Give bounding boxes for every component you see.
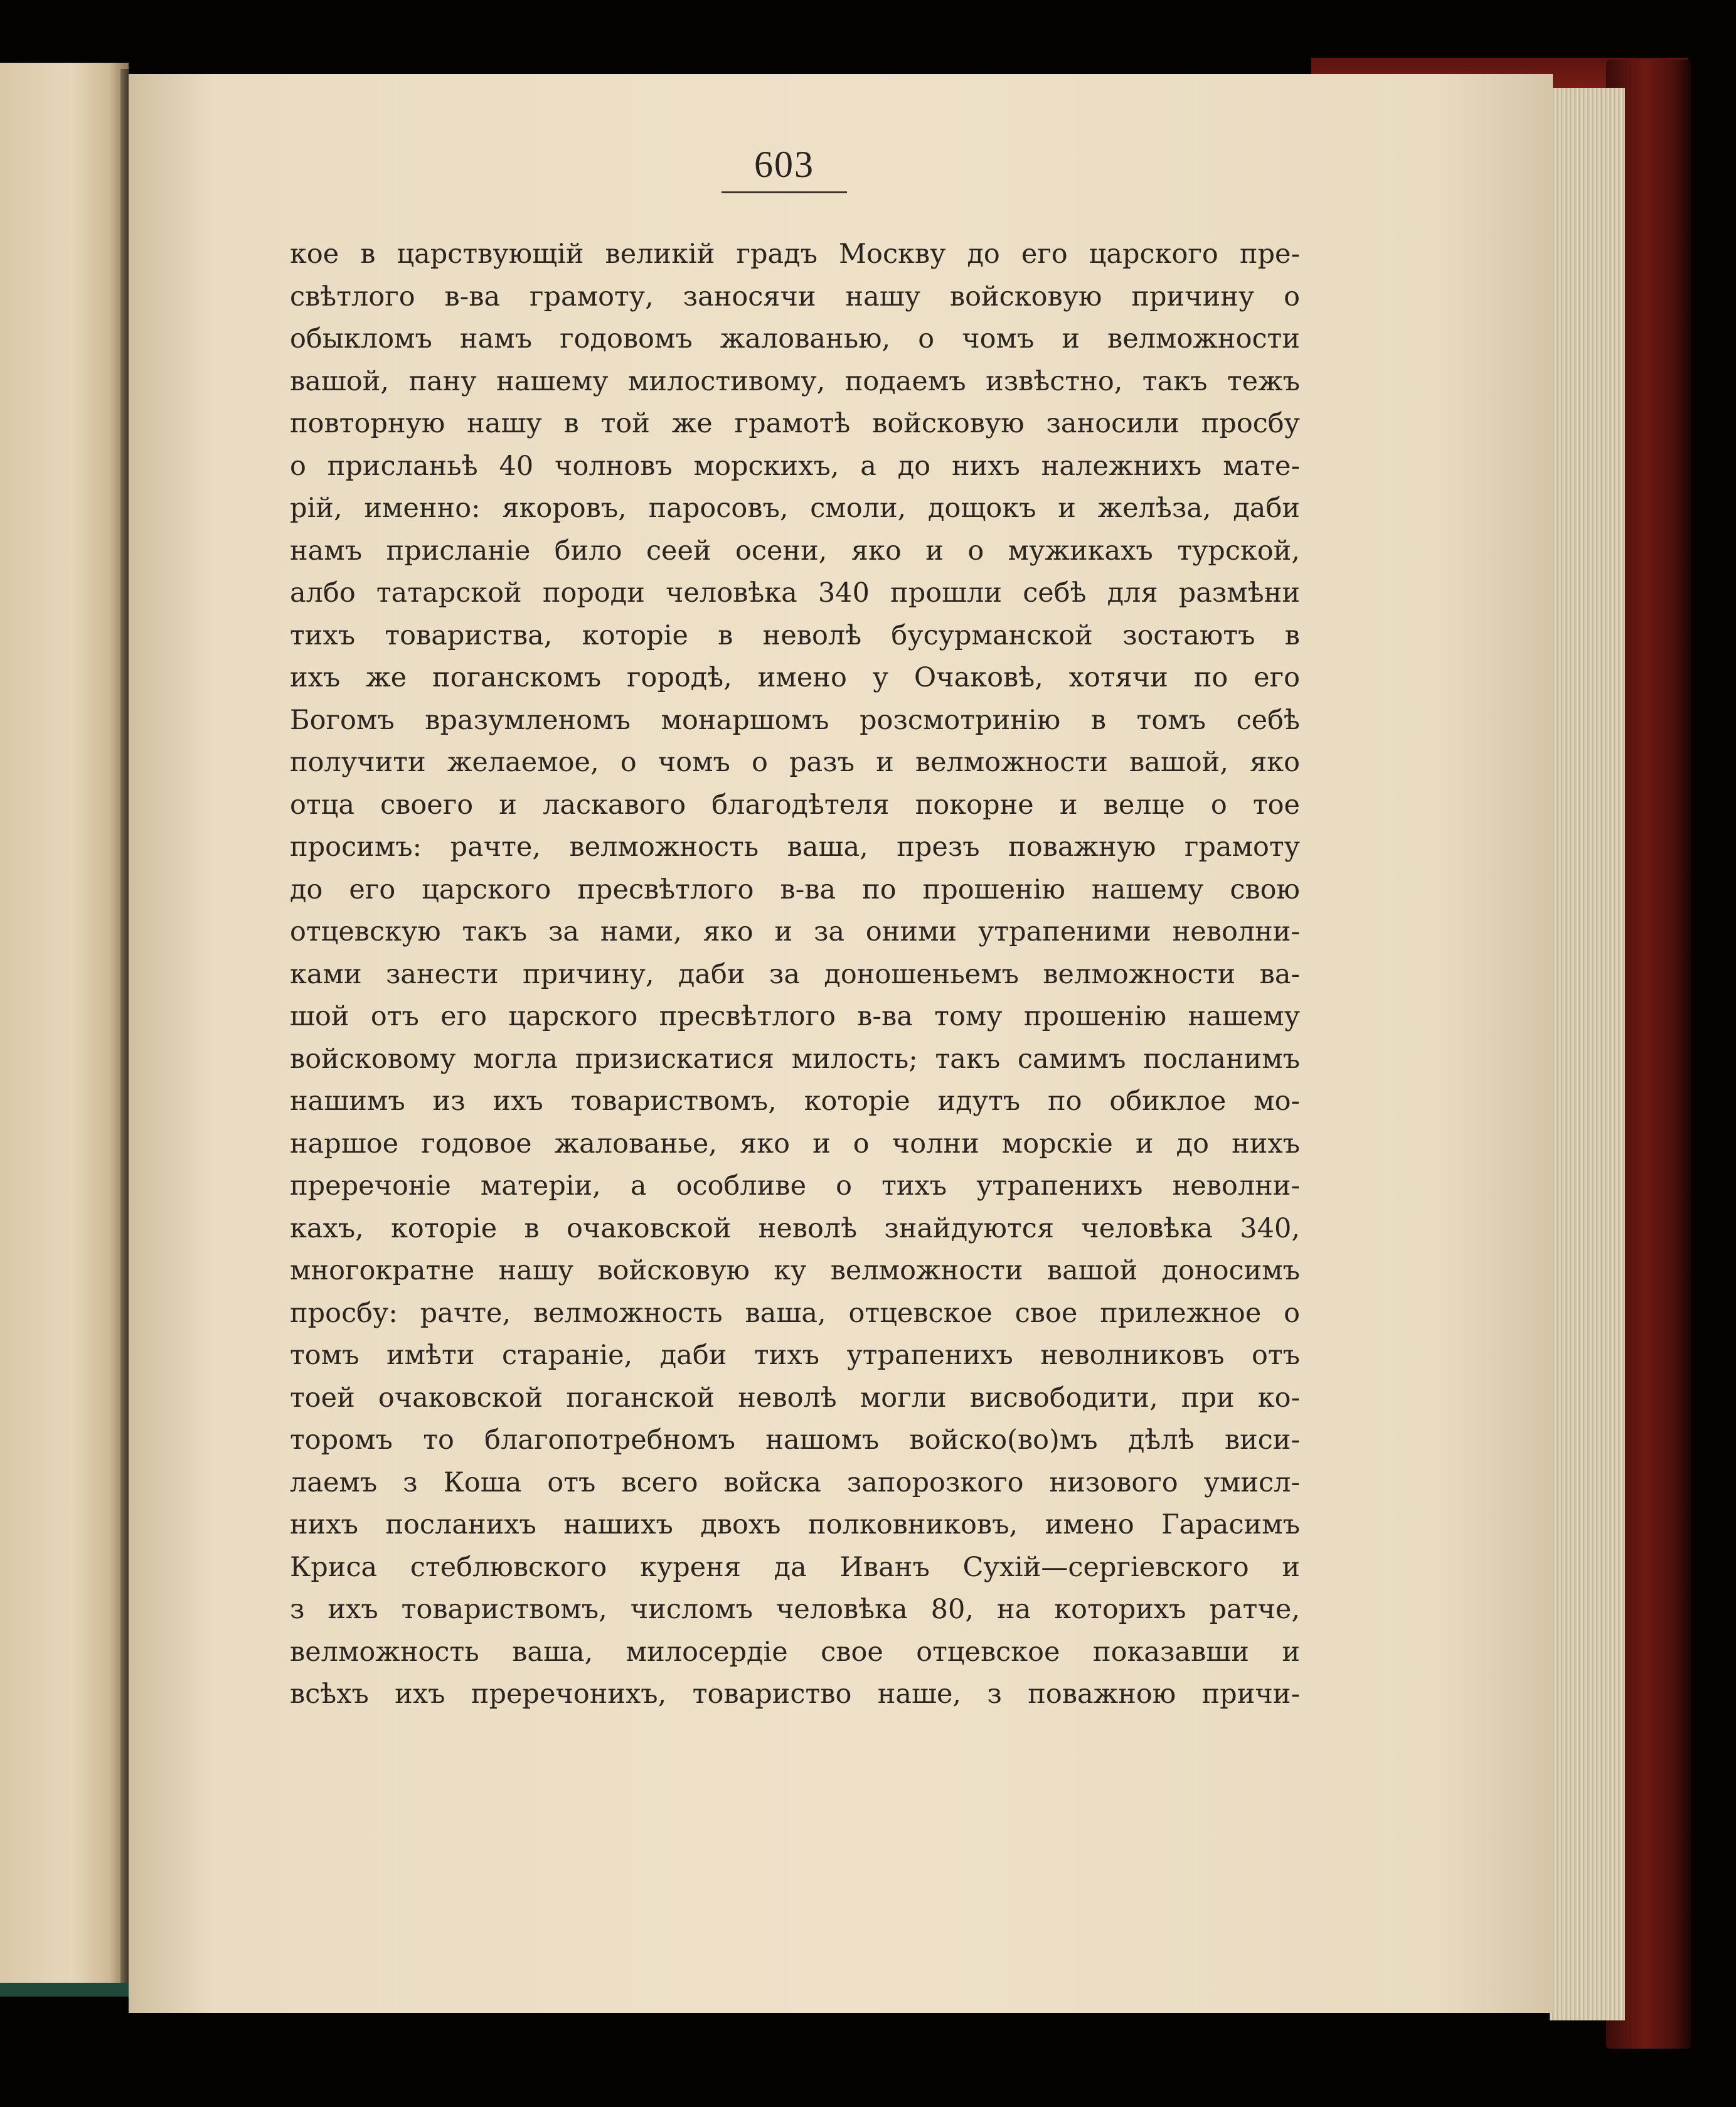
text-line: просбу: рачте, велможность ваша, отцевское свое прилежное о	[290, 1297, 1300, 1329]
text-line: з ихъ товариствомъ, числомъ человѣка 80, на которихъ ратче,	[290, 1594, 1300, 1625]
text-line: получити желаемое, о чомъ о разъ и велможности вашой, яко	[290, 747, 1300, 778]
text-line: просимъ: рачте, велможность ваша, презъ поважную грамоту	[290, 831, 1300, 863]
text-line: многократне нашу войсковую ку велможности вашой доносимъ	[290, 1255, 1300, 1286]
text-line: войсковому могла призискатися милость; такъ самимъ посланимъ	[290, 1043, 1300, 1075]
page-number-rule	[722, 191, 847, 193]
text-line: о присланьѣ 40 чолновъ морскихъ, а до нихъ належнихъ мате-	[290, 450, 1300, 482]
text-line: повторную нашу в той же грамотѣ войсковую заносили просбу	[290, 408, 1300, 439]
text-line: тихъ товариства, которіе в неволѣ бусурманской зостаютъ в	[290, 619, 1300, 651]
text-line: рій, именно: якоровъ, паросовъ, смоли, дощокъ и желѣза, даби	[290, 493, 1300, 524]
text-line: отцевскую такъ за нами, яко и за оними утрапеними неволни-	[290, 916, 1300, 947]
text-line: велможность ваша, милосердіе свое отцевское показавши и	[290, 1636, 1300, 1668]
text-line: преречоніе матеріи, а особливе о тихъ утрапенихъ неволни-	[290, 1170, 1300, 1202]
text-line: свѣтлого в-ва грамоту, заносячи нашу войсковую причину о	[290, 280, 1300, 312]
text-line: обыкломъ намъ годовомъ жалованью, о чомъ и велможности	[290, 323, 1300, 355]
text-line: шой отъ его царского пресвѣтлого в-ва тому прошенію нашему	[290, 1001, 1300, 1032]
text-line: албо татарской породи человѣка 340 прошли себѣ для размѣни	[290, 577, 1300, 609]
text-line: торомъ то благопотребномъ нашомъ войско(во)мъ дѣлѣ виси-	[290, 1424, 1300, 1456]
text-line: нашимъ из ихъ товариствомъ, которіе идутъ по обиклое мо-	[290, 1086, 1300, 1117]
text-line: наршое годовое жалованье, яко и о чолни морскіе и до нихъ	[290, 1128, 1300, 1160]
text-line: Криса стеблювского куреня да Иванъ Сухій—сергіевского и	[290, 1551, 1300, 1583]
left-page-edge	[0, 63, 129, 1992]
left-cover-strip	[0, 1983, 135, 1997]
page-stack-edges	[1550, 88, 1625, 2020]
page-number: 603	[754, 144, 814, 185]
text-line: томъ имѣти стараніе, даби тихъ утрапенихъ неволниковъ отъ	[290, 1340, 1300, 1371]
text-line: тоей очаковской поганской неволѣ могли висвободити, при ко-	[290, 1382, 1300, 1414]
left-page-gutter-shadow	[120, 69, 129, 1989]
text-line: всѣхъ ихъ преречонихъ, товариство наше, з поважною причи-	[290, 1678, 1300, 1710]
text-line: до его царского пресвѣтлого в-ва по прошенію нашему свою	[290, 873, 1300, 905]
text-line: лаемъ з Коша отъ всего войска запорозкого низового умисл-	[290, 1466, 1300, 1498]
text-line: намъ присланіе било сеей осени, яко и о мужикахъ турской,	[290, 535, 1300, 567]
text-line: Богомъ вразумленомъ монаршомъ розсмотринію в томъ себѣ	[290, 704, 1300, 736]
text-line: кое в царствующій великій градъ Москву до его царского пре-	[290, 238, 1300, 270]
text-line: ками занести причину, даби за доношеньемъ велможности ва-	[290, 958, 1300, 990]
body-text	[290, 233, 1300, 1716]
text-line: вашой, пану нашему милостивому, подаемъ извѣстно, такъ тежъ	[290, 365, 1300, 397]
text-line: отца своего и ласкавого благодѣтеля покорне и велце о тое	[290, 789, 1300, 821]
text-line: ихъ же поганскомъ городѣ, имено у Очаковѣ, хотячи по его	[290, 662, 1300, 693]
text-line: нихъ посланихъ нашихъ двохъ полковниковъ, имено Гарасимъ	[290, 1509, 1300, 1540]
text-line: кахъ, которіе в очаковской неволѣ знайдуются человѣка 340,	[290, 1212, 1300, 1244]
